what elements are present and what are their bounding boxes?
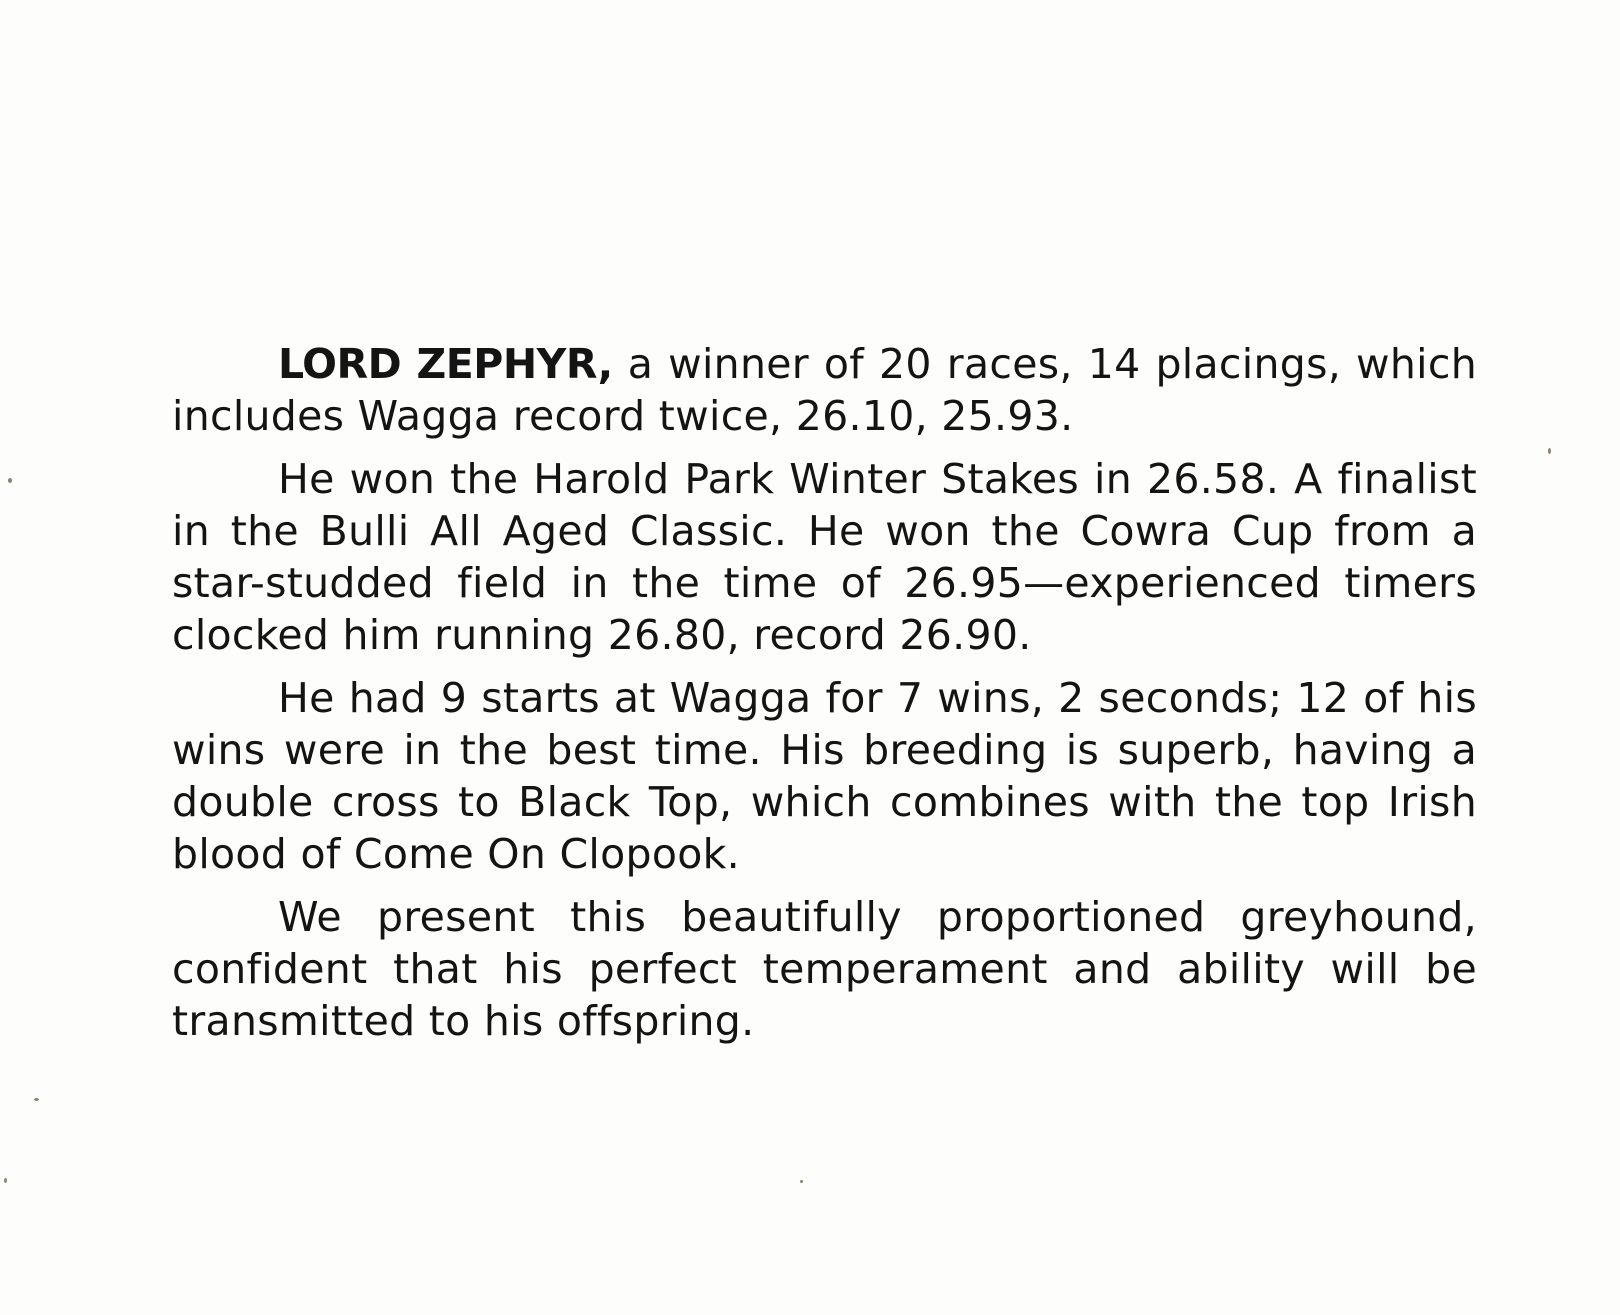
paragraph-text: He won the Harold Park Winter Stakes in 26.58. A finalist in the Bulli All Aged Classic. He won the Cowra Cup from a star-studded field in the time of 26.95—experienced timers clocked him running 26.80, record 26.90.	[172, 455, 1477, 659]
paragraph-wins	[172, 453, 1477, 661]
paragraph-intro	[172, 338, 1477, 442]
paper-speck	[1548, 448, 1551, 454]
paper-speck	[34, 1098, 39, 1101]
paragraph-text: We present this beautifully proportioned greyhound, confident that his perfect temperament and ability will be transmitted to his offspring.	[172, 893, 1477, 1045]
paragraph-closing	[172, 891, 1477, 1047]
paragraph-text: He had 9 starts at Wagga for 7 wins, 2 seconds; 12 of his wins were in the best time. His breeding is superb, having a double cross to Black Top, which combines with the top Irish blood of Come On Clopook.	[172, 674, 1477, 878]
paragraph-breeding	[172, 672, 1477, 880]
paper-speck	[4, 1178, 7, 1183]
paper-speck	[8, 478, 12, 483]
article-text	[172, 338, 1477, 1058]
horse-name: LORD ZEPHYR,	[278, 340, 613, 388]
paragraph-text: a winner of 20 races, 14 placings, which includes Wagga record twice, 26.10, 25.93.	[172, 340, 1477, 440]
paper-speck	[800, 1180, 803, 1183]
